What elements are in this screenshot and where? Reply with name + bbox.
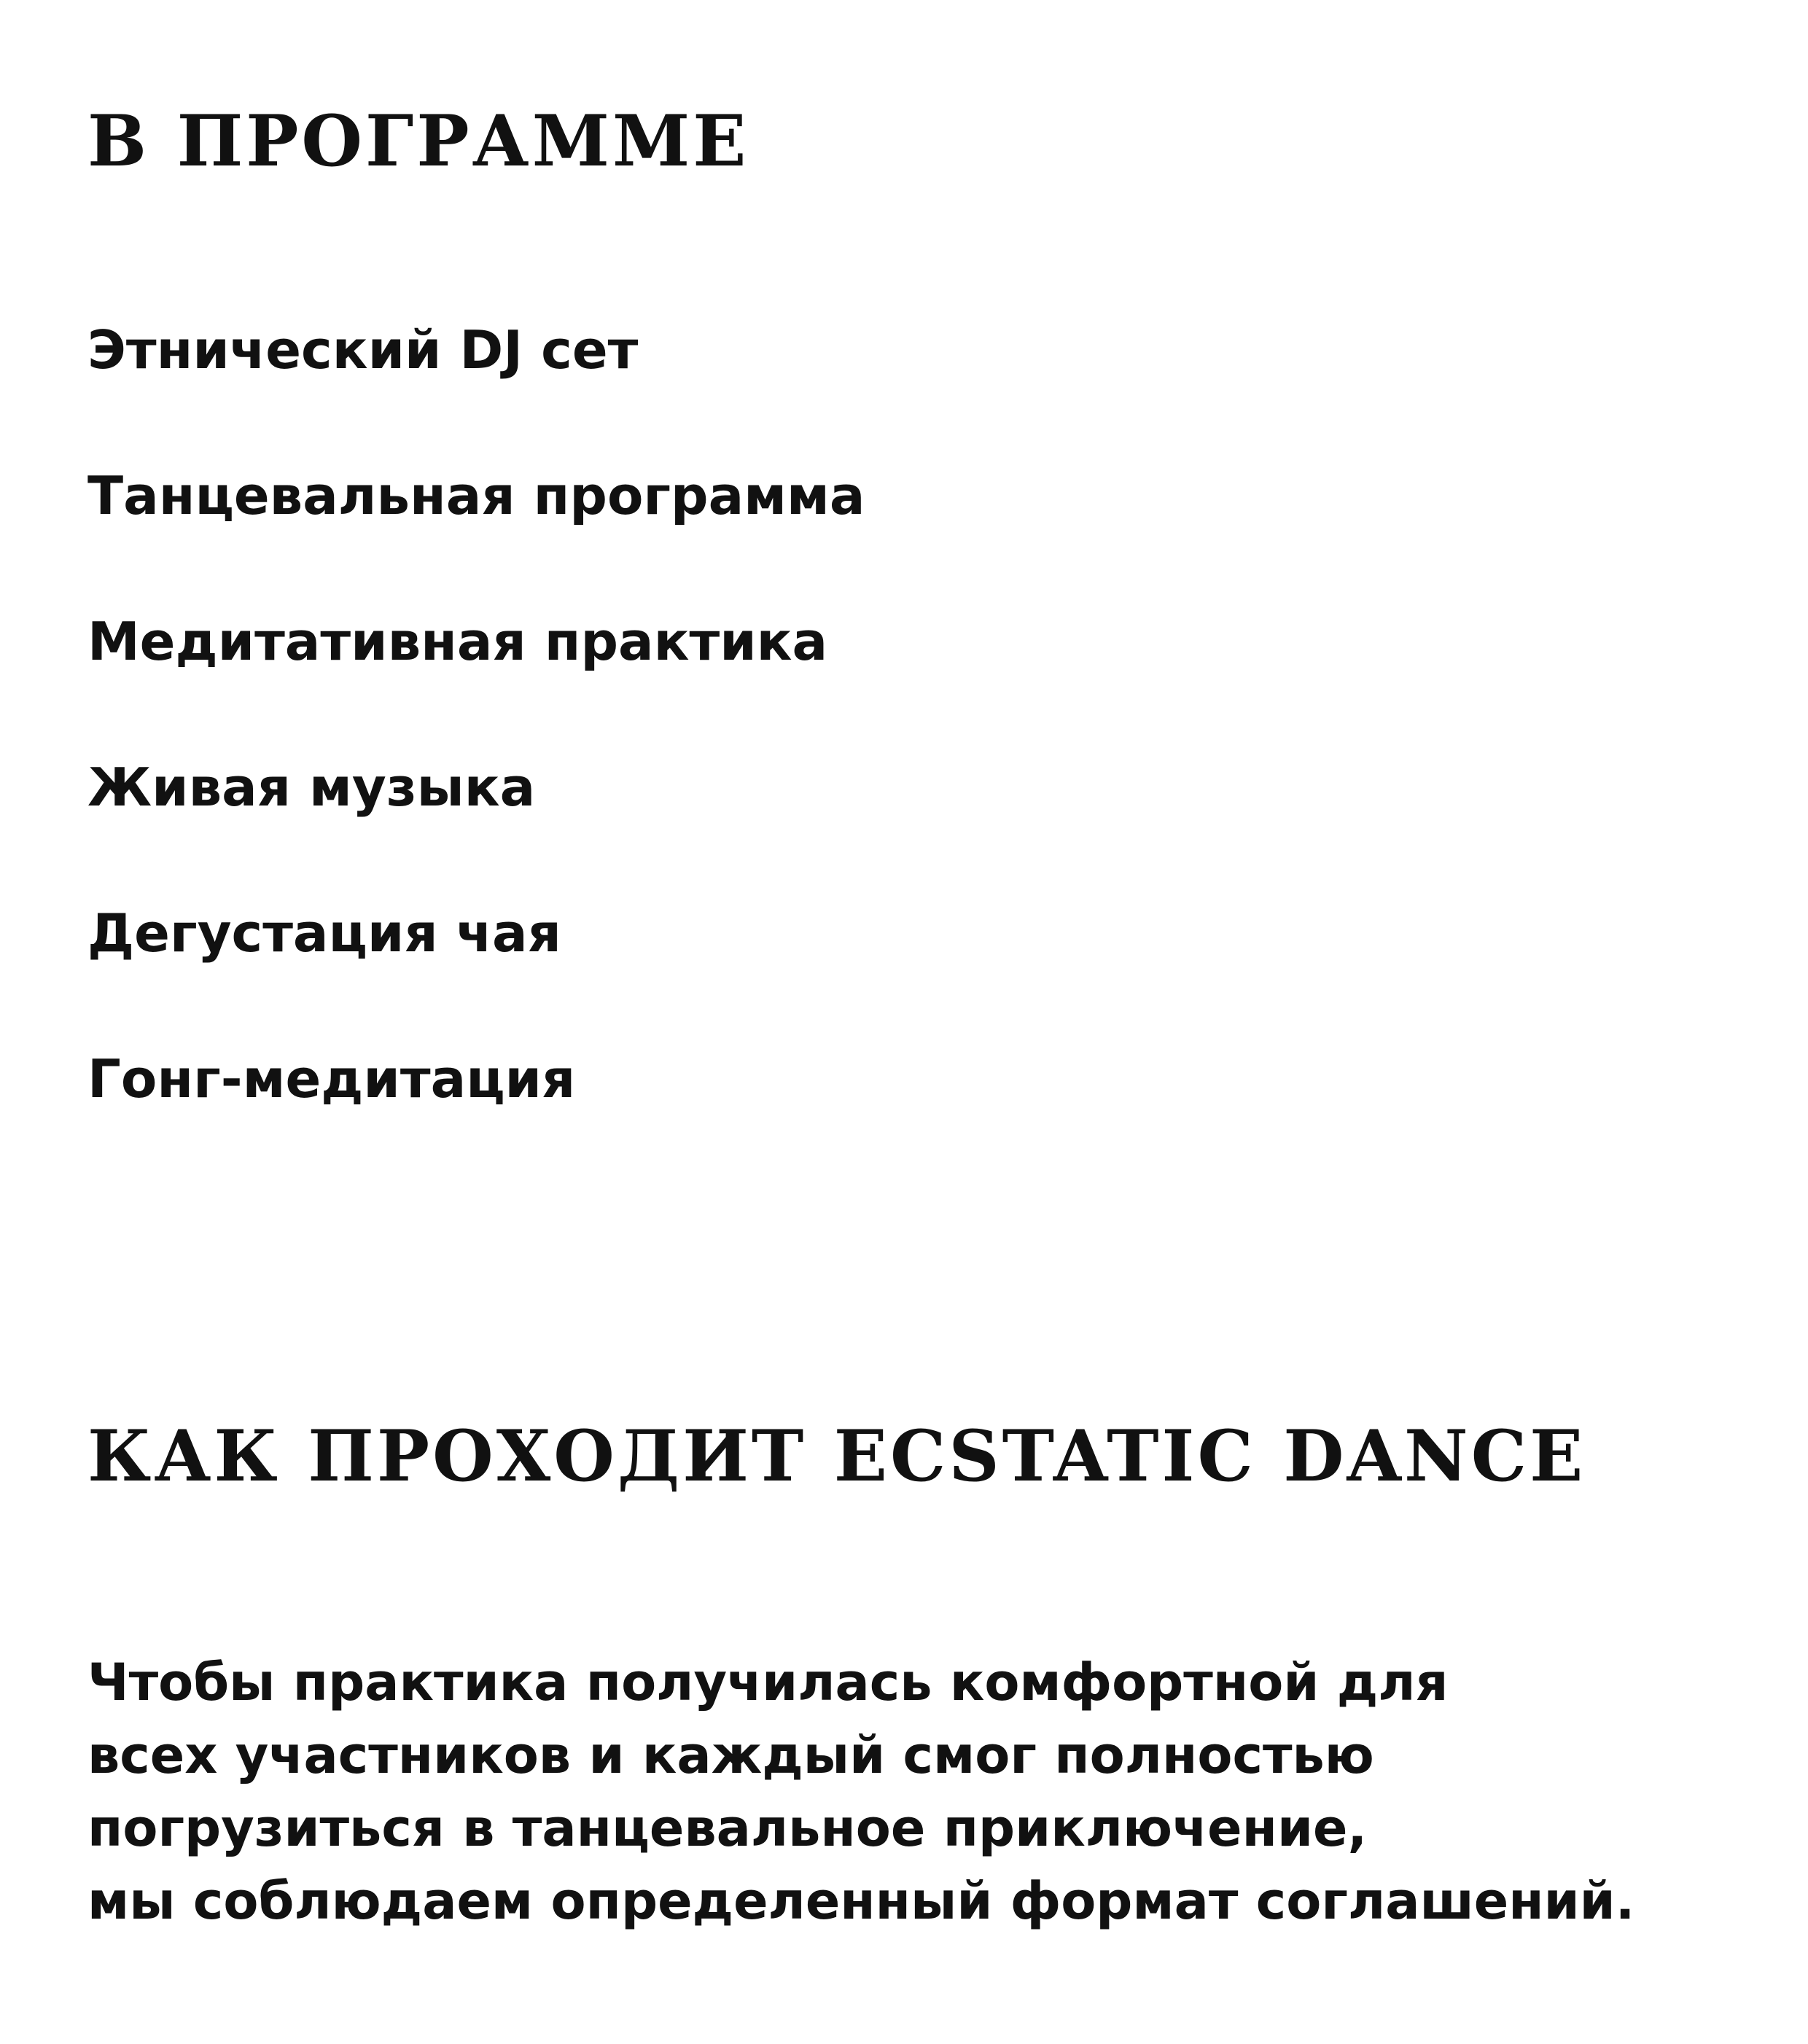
program-list <box>87 321 865 1195</box>
program-item-live-music: Живая музыка <box>87 757 536 818</box>
how-it-works-description <box>87 1646 1764 1938</box>
description-line: всех участников и каждый смог полностью <box>87 1725 1374 1785</box>
program-section-title: В ПРОГРАММЕ <box>87 100 749 182</box>
program-item-meditation-practice: Медитативная практика <box>87 611 828 672</box>
program-item-dj-set: Этнический DJ сет <box>87 319 639 381</box>
description-line: мы соблюдаем определенный формат соглашений. <box>87 1871 1635 1931</box>
description-line: Чтобы практика получилась комфортной для <box>87 1653 1449 1712</box>
how-it-works-section-title: КАК ПРОХОДИТ ECSTATIC DANCE <box>87 1415 1586 1497</box>
program-item-tea-tasting: Дегустация чая <box>87 902 561 964</box>
program-item-dance-program: Танцевальная программа <box>87 465 865 526</box>
description-line: погрузиться в танцевальное приключение, <box>87 1798 1368 1858</box>
program-item-gong-meditation: Гонг-медитация <box>87 1048 576 1109</box>
